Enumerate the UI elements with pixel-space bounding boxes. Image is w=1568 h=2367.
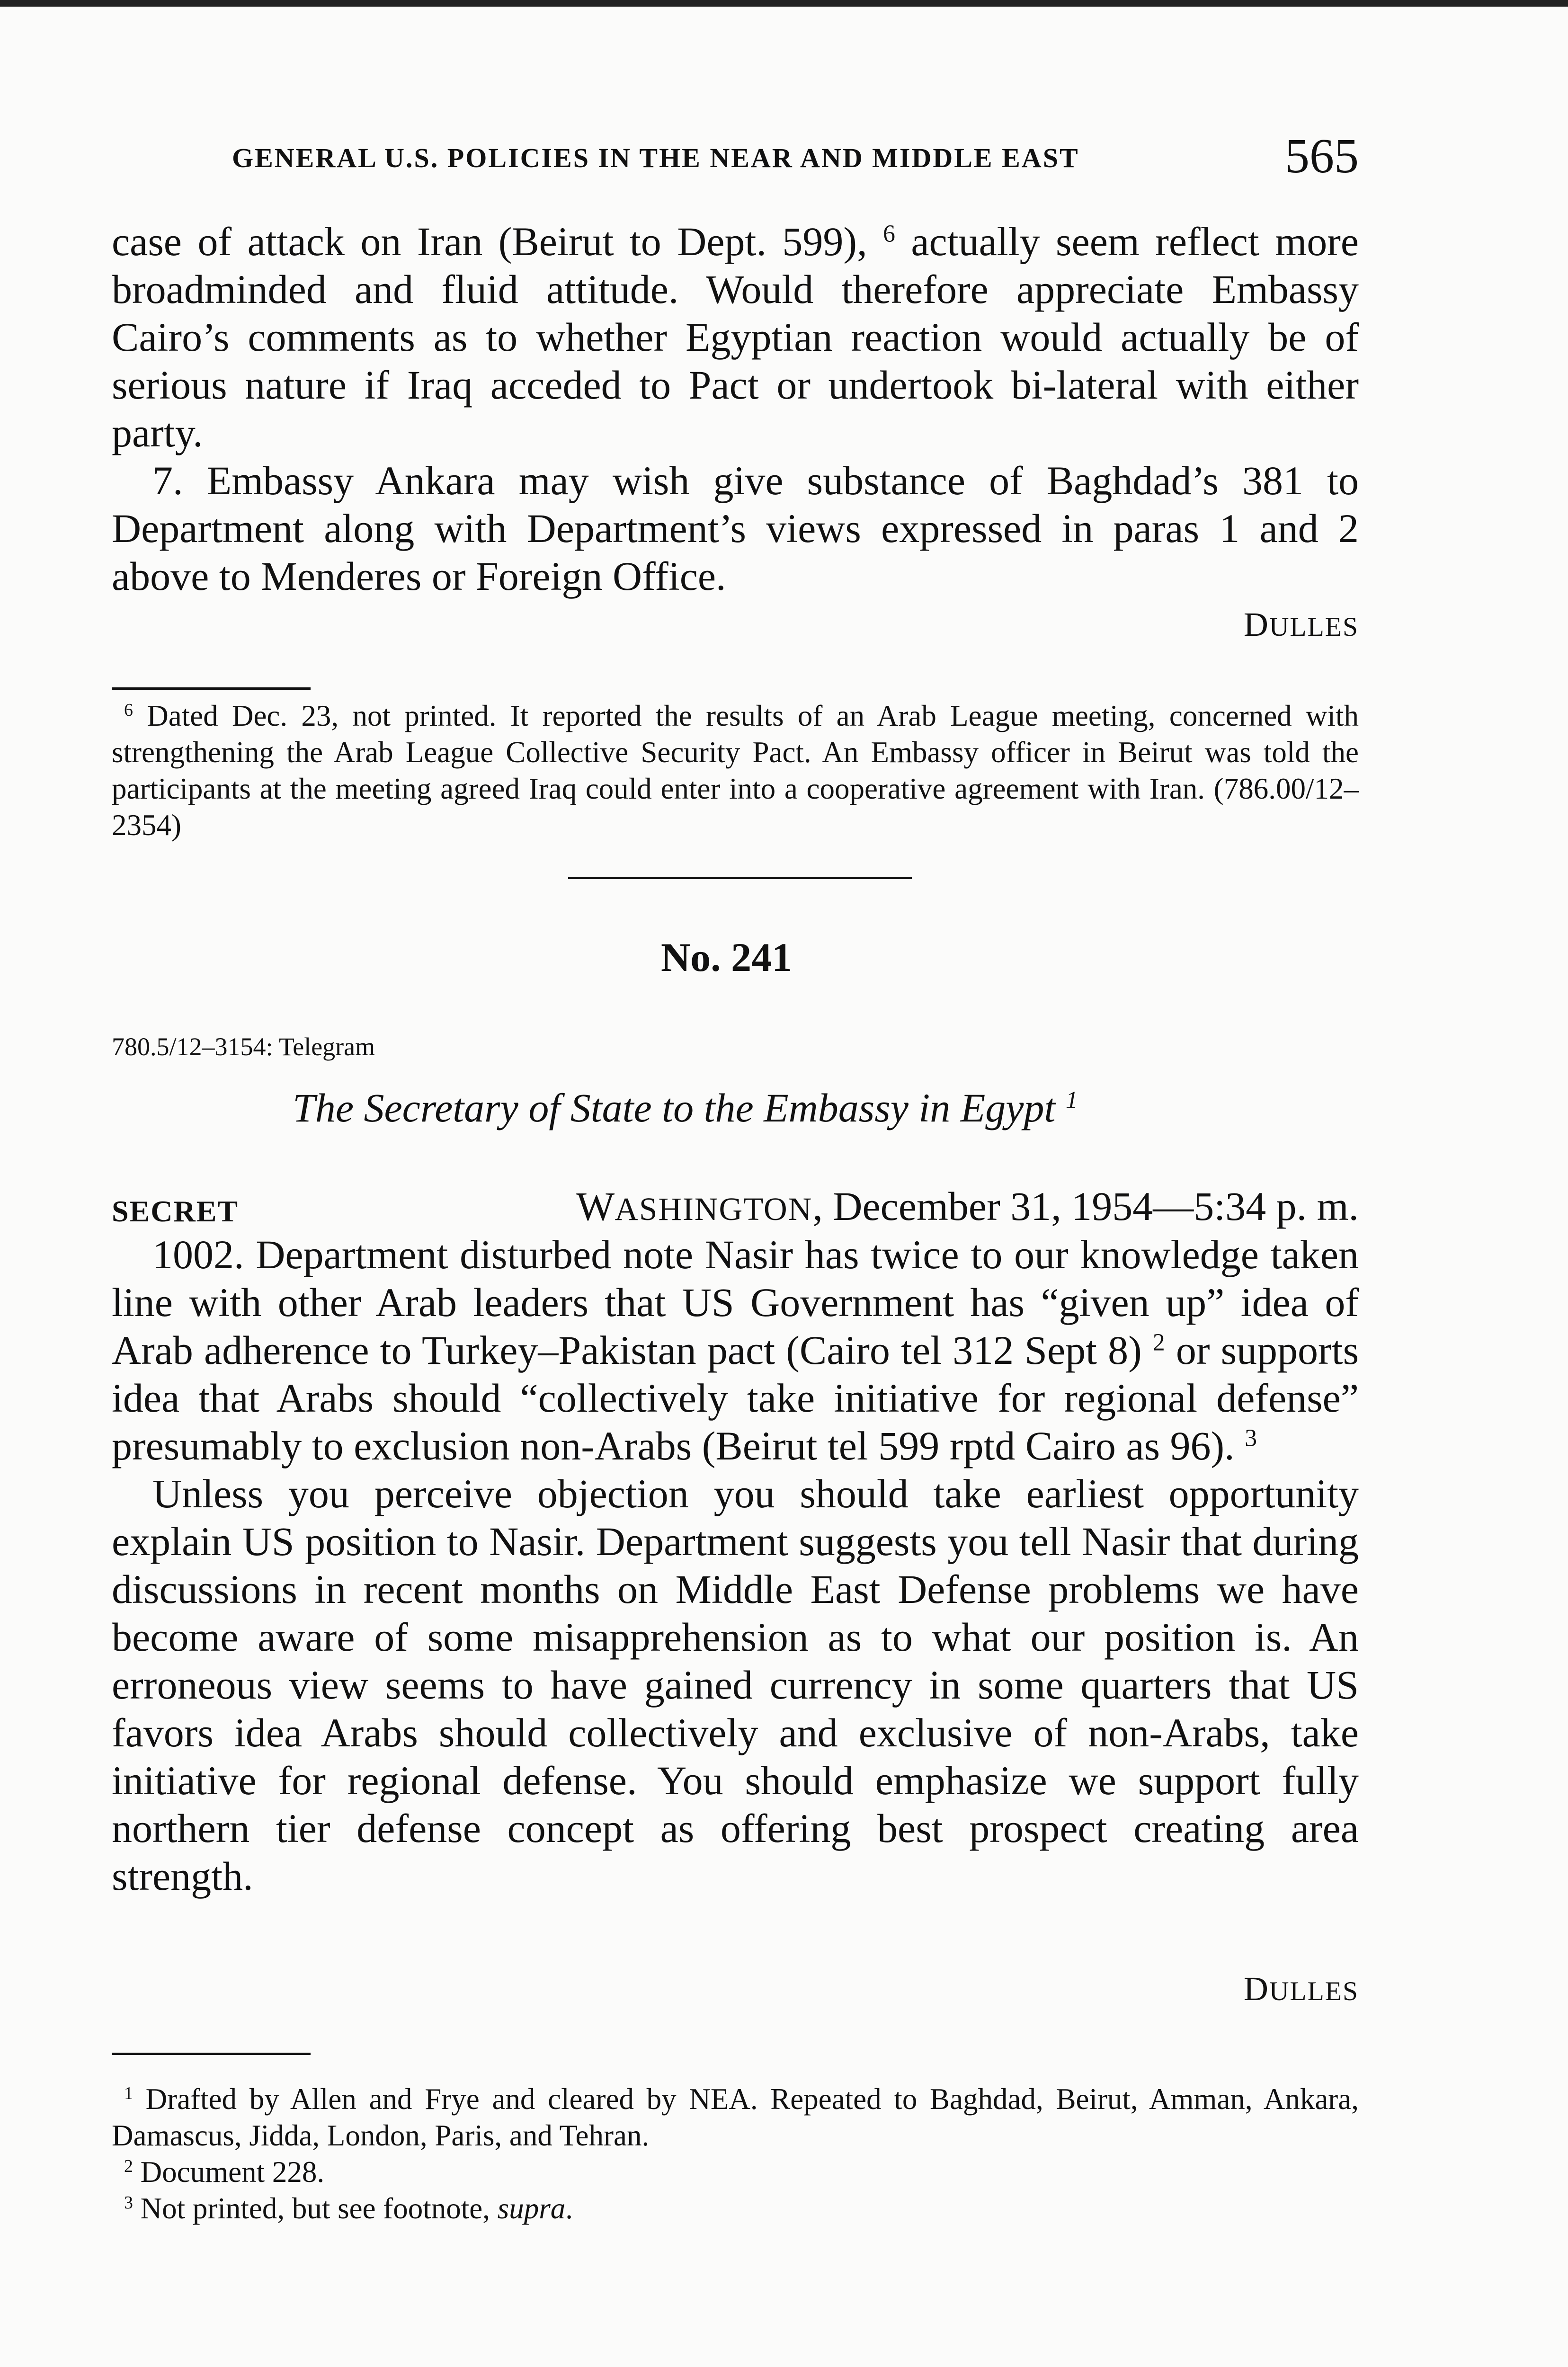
footnote-2: $^2$ Document 228. (124, 2155, 325, 2189)
footnote-rule-bottom (112, 2053, 311, 2055)
footnote-ref-6[interactable]: 6 (883, 220, 895, 248)
dateline: WASHINGTON, December 31, 1954—5:34 p. m. (576, 1184, 1359, 1229)
paragraph-7: 7. Embassy Ankara may wish give substance of Baghdad’s 381 to Department along with Department’s views expressed in paras 1 and 2 above to Menderes or Foreign Office. (112, 458, 1359, 599)
document-separator-rule (568, 877, 912, 879)
footnote-ref-3[interactable]: 3 (1245, 1424, 1257, 1452)
document-title: The Secretary of State to the Embassy in Egypt $^1$ (293, 1085, 1078, 1130)
footnotes-bottom (112, 2081, 1359, 2227)
paragraph-6-continuation: case of attack on Iran (Beirut to Dept. 599), $^6$ actually seem reflect more broadminded and fluid attitude. Would therefore appreciate Embassy Cairo’s comments as to whether Egyptian reaction would actually be of serious nature if Iraq acceded to Pact or undertook bi-lateral with either party. (112, 219, 1359, 455)
file-reference: 780.5/12–3154: Telegram (112, 1032, 375, 1061)
telegram-paragraph-2: Unless you perceive objection you should take earliest opportunity explain US position to Nasir. Department suggests you tell Nasir that during discussions in recent months on Middle East Defense problems we have become aware of some misapprehension as to what our position is. An erroneous view seems to have gained currency in some quarters that US favors idea Arabs should collectively and exclusive of non-Arabs, take initiative for regional defense. You should emphasize we support fully northern tier defense concept as offering best prospect creating area strength. (112, 1471, 1359, 1899)
document-number: No. 241 (661, 934, 793, 980)
footnotes-top (112, 698, 1359, 844)
telegram-body (112, 1231, 1359, 1900)
classification-marking: SECRET (112, 1194, 239, 1228)
footnote-ref-2[interactable]: 2 (1152, 1329, 1165, 1356)
running-head: GENERAL U.S. POLICIES IN THE NEAR AND MIDDLE EAST (232, 142, 1079, 173)
footnote-3: $^3$ Not printed, but see footnote, supra. (124, 2192, 573, 2225)
signature-dulles-1: DULLES (1243, 605, 1359, 643)
signature-dulles-2: DULLES (1243, 1970, 1359, 2008)
footnote-1: $^1$ Drafted by Allen and Frye and cleared by NEA. Repeated to Baghdad, Beirut, Amman, Ankara, Damascus, Jidda, London, Paris, and Tehran. (112, 2082, 1359, 2152)
footnote-rule-top (112, 687, 311, 690)
continued-telegram-text (112, 218, 1359, 600)
footnote-6: $^6$ Dated Dec. 23, not printed. It reported the results of an Arab League meeting, concerned with strengthening the Arab League Collective Security Pact. An Embassy officer in Beirut was told the participants at the meeting agreed Iraq could enter into a cooperative agreement with Iran. (786.00/12–2354) (112, 699, 1359, 842)
telegram-paragraph-1: 1002. Department disturbed note Nasir has twice to our knowledge taken line with other Arab leaders that US Government has “given up” idea of Arab adherence to Turkey–Pakistan pact (Cairo tel 312 Sept 8) $^2$ or supports idea that Arabs should “collectively take initiative for regional defense” presumably to exclusion non-Arabs (Beirut tel 599 rptd Cairo as 96). $^3$ (112, 1232, 1359, 1468)
footnote-ref-1[interactable]: 1 (1065, 1086, 1078, 1114)
page-number: 565 (1285, 129, 1359, 183)
scan-top-border (0, 0, 1568, 7)
